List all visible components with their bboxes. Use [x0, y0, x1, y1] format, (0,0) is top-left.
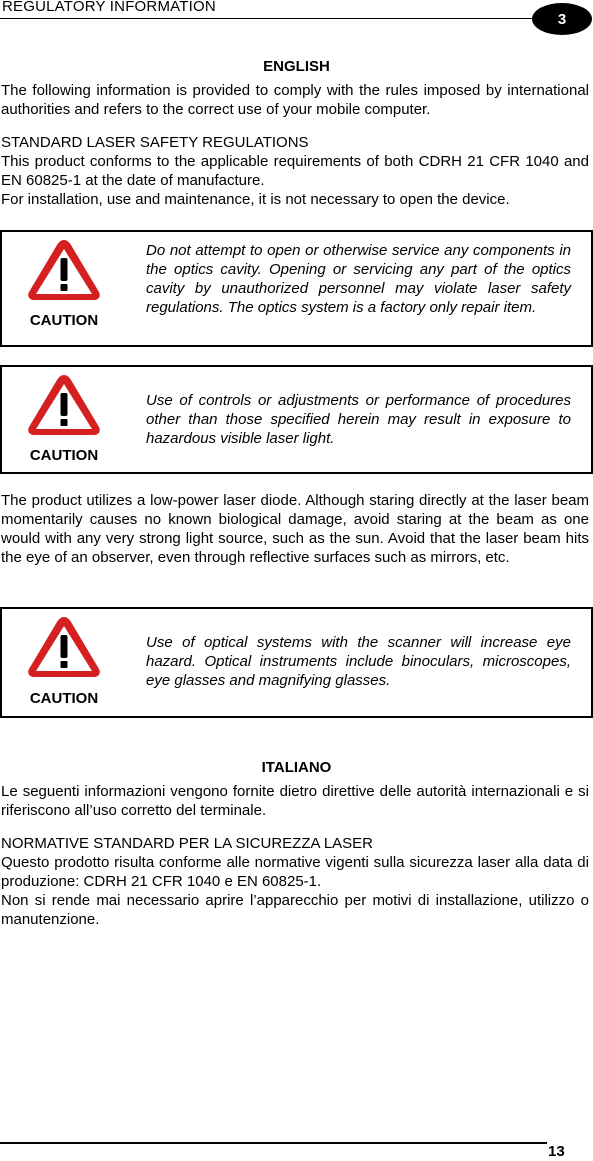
header-rule: [0, 18, 545, 19]
warning-triangle-icon: [25, 613, 103, 681]
caution-text-1: Do not attempt to open or otherwise service any components in the optics cavity. Opening or servicing any part of the optics cavity by unauthorized personnel may violate laser safety regulations. The optics system is a factory only repair item.: [146, 242, 571, 316]
caution-label-3: CAUTION: [29, 690, 99, 707]
caution-label-1: CAUTION: [29, 312, 99, 329]
english-laser-p2: For installation, use and maintenance, it is not necessary to open the device.: [1, 191, 510, 208]
italiano-laser-p2: Non si rende mai necessario aprire l’apparecchio per motivi di installazione, utilizzo o manutenzione.: [1, 892, 589, 928]
english-diode-paragraph: [1, 491, 589, 567]
english-laser-p1: This product conforms to the applicable requirements of both CDRH 21 CFR 1040 and EN 60825-1 at the date of manufacture.: [1, 153, 589, 189]
english-diode-text: The product utilizes a low-power laser diode. Although staring directly at the laser beam momentarily causes no known biological damage, avoid staring at the beam as one would with any very strong light source, such as the sun. Avoid that the laser beam hits the eye of an observer, even through reflective surfaces such as mirrors, etc.: [1, 492, 589, 566]
english-intro-text: The following information is provided to comply with the rules imposed by international authorities and refers to the correct use of your mobile computer.: [1, 82, 589, 118]
caution-label-2: CAUTION: [29, 447, 99, 464]
page-number: 13: [548, 1143, 565, 1160]
caution-box-2: [0, 365, 593, 474]
italiano-laser-section: [1, 834, 589, 929]
warning-triangle-icon: [25, 236, 103, 304]
italiano-laser-title: NORMATIVE STANDARD PER LA SICUREZZA LASER: [1, 835, 374, 852]
caution-box-3: [0, 607, 593, 718]
english-laser-title: STANDARD LASER SAFETY REGULATIONS: [1, 134, 309, 151]
italiano-heading: ITALIANO: [261, 759, 332, 776]
caution-text-3: Use of optical systems with the scanner will increase eye hazard. Optical instruments include binoculars, microscopes, eye glasses and magnifying glasses.: [146, 634, 571, 689]
english-intro: [1, 81, 589, 119]
caution-text-2: Use of controls or adjustments or performance of procedures other than those specified herein may result in exposure to hazardous visible laser light.: [146, 392, 571, 447]
italiano-laser-p1: Questo prodotto risulta conforme alle normative vigenti sulla sicurezza laser alla data di produzione: CDRH 21 CFR 1040 e EN 60825-1.: [1, 854, 589, 890]
english-laser-section: [1, 133, 589, 209]
chapter-badge: 3: [532, 3, 592, 35]
italiano-intro: [1, 782, 589, 820]
italiano-intro-text: Le seguenti informazioni vengono fornite dietro direttive delle autorità internazionali e si riferiscono all’uso corretto del terminale.: [1, 783, 589, 819]
header-title: REGULATORY INFORMATION: [2, 0, 216, 15]
caution-box-1: [0, 230, 593, 347]
footer-rule: [0, 1142, 547, 1144]
warning-triangle-icon: [25, 371, 103, 439]
english-heading: ENGLISH: [263, 58, 330, 75]
